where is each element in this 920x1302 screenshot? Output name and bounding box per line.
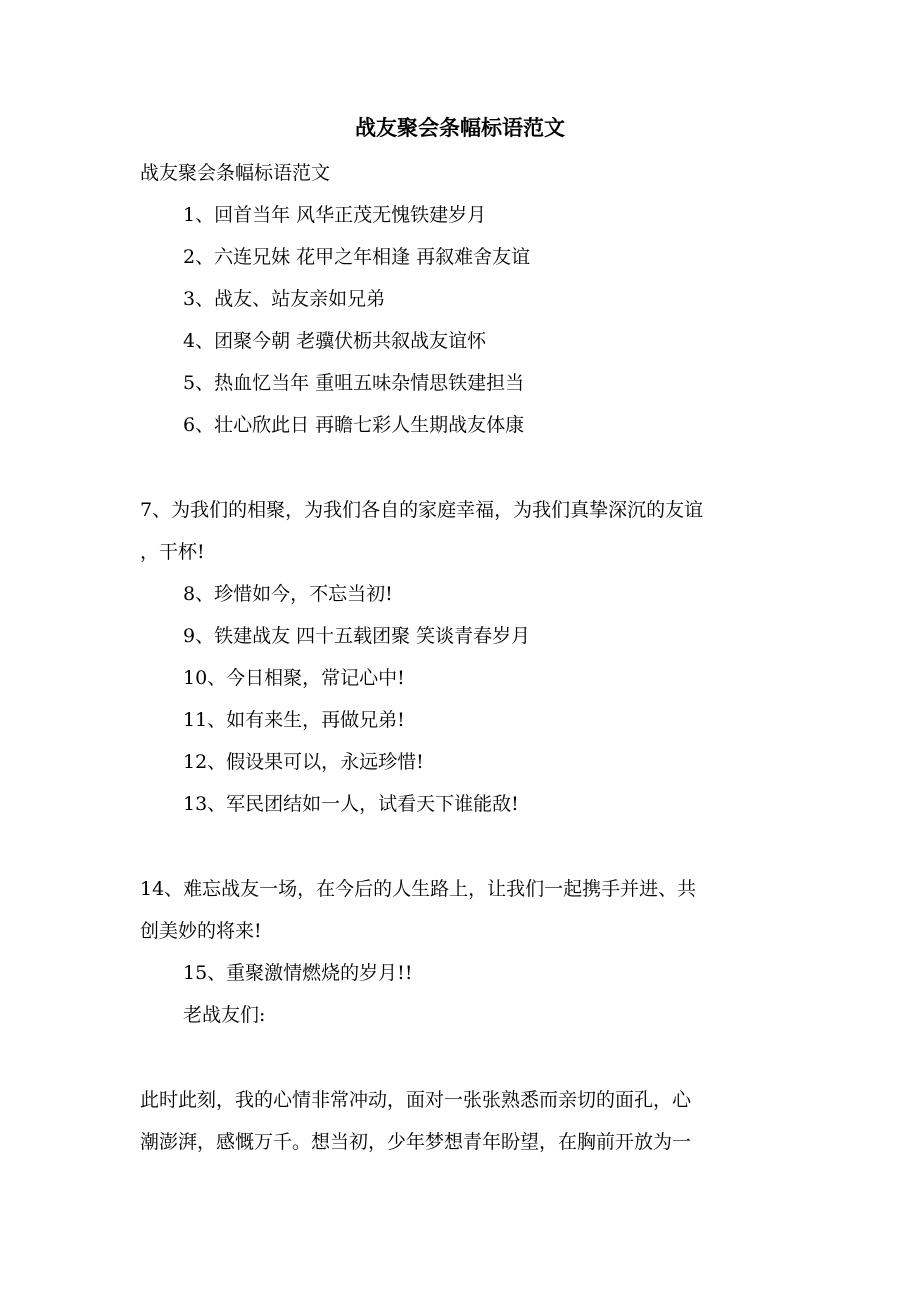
paragraph-line: 9、铁建战友 四十五载团聚 笑谈青春岁月 [183, 625, 531, 647]
paragraph-line: 5、热血忆当年 重咀五味杂情思铁建担当 [183, 372, 525, 394]
paragraph-line: 12、假设果可以，永远珍惜! [183, 751, 424, 773]
paragraph-line: 15、重聚激情燃烧的岁月!! [183, 962, 413, 984]
document-subtitle: 战友聚会条幅标语范文 [140, 162, 331, 184]
paragraph-line: ，干杯! [140, 541, 205, 563]
paragraph-line: 8、珍惜如今，不忘当初! [183, 583, 393, 605]
paragraph-line: 2、六连兄妹 花甲之年相逢 再叙难舍友谊 [183, 246, 531, 268]
paragraph-line: 6、壮心欣此日 再瞻七彩人生期战友体康 [183, 414, 525, 436]
paragraph-line: 潮澎湃，感慨万千。想当初，少年梦想青年盼望，在胸前开放为一 [140, 1131, 692, 1153]
paragraph-line: 1、回首当年 风华正茂无愧铁建岁月 [183, 204, 487, 226]
paragraph-line: 11、如有来生，再做兄弟! [183, 709, 405, 731]
paragraph-line: 此时此刻，我的心情非常冲动，面对一张张熟悉而亲切的面孔，心 [140, 1089, 692, 1111]
paragraph-line: 创美妙的将来! [140, 920, 262, 942]
paragraph-line: 老战友们: [183, 1004, 266, 1026]
paragraph-line: 14、难忘战友一场，在今后的人生路上，让我们一起携手并进、共 [140, 878, 697, 900]
paragraph-line: 3、战友、站友亲如兄弟 [183, 288, 386, 310]
document-title: 战友聚会条幅标语范文 [355, 115, 565, 140]
paragraph-line: 10、今日相聚，常记心中! [183, 667, 405, 689]
paragraph-line: 7、为我们的相聚，为我们各自的家庭幸福，为我们真挚深沉的友谊 [140, 499, 704, 521]
paragraph-line: 13、军民团结如一人，试看天下谁能敌! [183, 793, 519, 815]
paragraph-line: 4、团聚今朝 老骥伏枥共叙战友谊怀 [183, 330, 487, 352]
